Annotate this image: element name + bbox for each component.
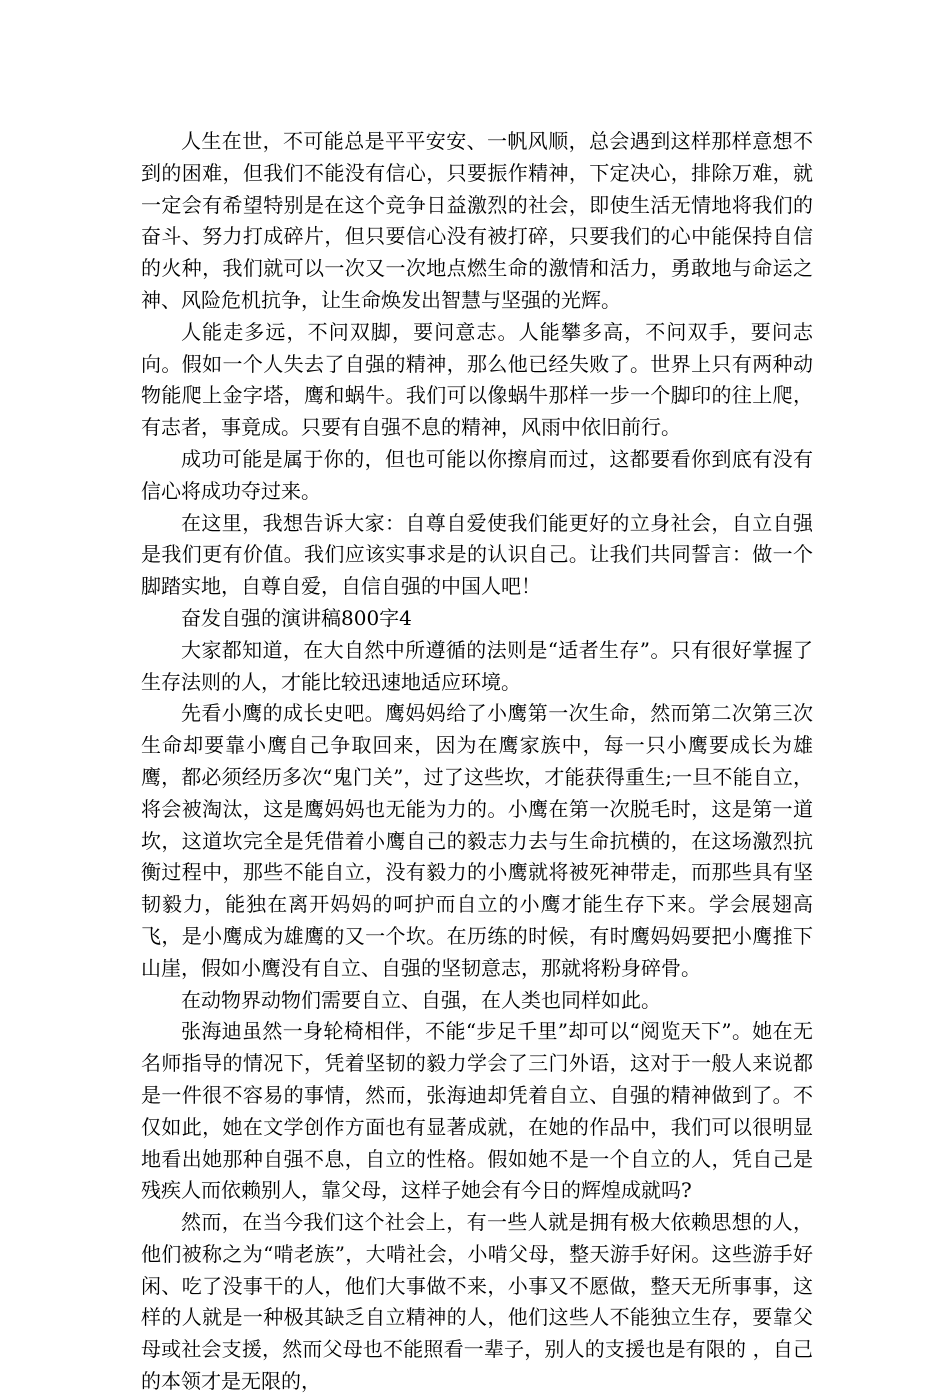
section-heading: 奋发自强的演讲稿800字4 — [181, 605, 412, 630]
paragraph-7: 在动物界动物们需要自立、自强，在人类也同样如此。 — [181, 987, 661, 1012]
paragraph-5: 大家都知道，在大自然中所遵循的法则是“适者生存”。只有很好掌握了生存法则的人，才能比较迅速地适应环境。 — [141, 637, 813, 694]
paragraph-4: 在这里，我想告诉大家：自尊自爱使我们能更好的立身社会，自立自强是我们更有价值。我们应该实事求是的认识自己。让我们共同誓言：做一个脚踏实地，自尊自爱，自信自强的中国人吧！ — [141, 510, 813, 599]
document-body — [141, 126, 813, 1398]
paragraph-9: 然而，在当今我们这个社会上，有一些人就是拥有极大依赖思想的人，他们被称之为“啃老族”，大啃社会，小啃父母，整天游手好闲。这些游手好闲、吃了没事干的人，他们大事做不来，小事又不愿做，整天无所事事，这样的人就是一种极其缺乏自立精神的人，他们这些人不能独立生存，要靠父母或社会支援，然而父母也不能照看一辈子，别人的支援也是有限的 ，自己的本领才是无限的， — [141, 1210, 813, 1394]
paragraph-6: 先看小鹰的成长史吧。鹰妈妈给了小鹰第一次生命，然而第二次第三次生命却要靠小鹰自己争取回来，因为在鹰家族中，每一只小鹰要成长为雄鹰，都必须经历多次“鬼门关”，过了这些坎，才能获得重生;一旦不能自立，将会被淘汰，这是鹰妈妈也无能为力的。小鹰在第一次脱毛时，这是第一道坎，这道坎完全是凭借着小鹰自己的毅志力去与生命抗横的，在这场激烈抗衡过程中，那些不能自立，没有毅力的小鹰就将被死神带走，而那些具有坚韧毅力，能独在离开妈妈的呵护而自立的小鹰才能生存下来。学会展翅高飞，是小鹰成为雄鹰的又一个坎。在历练的时候，有时鹰妈妈要把小鹰推下山崖，假如小鹰没有自立、自强的坚韧意志，那就将粉身碎骨。 — [141, 701, 813, 980]
paragraph-1: 人生在世，不可能总是平平安安、一帆风顺，总会遇到这样那样意想不到的困难，但我们不能没有信心，只要振作精神，下定决心，排除万难，就一定会有希望特别是在这个竞争日益激烈的社会，即使生活无情地将我们的奋斗、努力打成碎片，但只要信心没有被打碎，只要我们的心中能保持自信的火种，我们就可以一次又一次地点燃生命的激情和活力，勇敢地与命运之神、风险危机抗争，让生命焕发出智慧与坚强的光辉。 — [141, 129, 813, 312]
paragraph-8: 张海迪虽然一身轮椅相伴，不能“步足千里”却可以“阅览天下”。她在无名师指导的情况下，凭着坚韧的毅力学会了三门外语，这对于一般人来说都是一件很不容易的事情，然而，张海迪却凭着自立、自强的精神做到了。不仅如此，她在文学创作方面也有显著成就，在她的作品中，我们可以很明显地看出她那种自强不息，自立的性格。假如她不是一个自立的人，凭自己是残疾人而依赖别人，靠父母，这样子她会有今日的辉煌成就吗? — [141, 1019, 813, 1203]
paragraph-3: 成功可能是属于你的，但也可能以你擦肩而过，这都要看你到底有没有信心将成功夺过来。 — [141, 446, 813, 503]
paragraph-2: 人能走多远，不问双脚，要问意志。人能攀多高，不问双手，要问志向。假如一个人失去了自强的精神，那么他已经失败了。世界上只有两种动物能爬上金字塔，鹰和蜗牛。我们可以像蜗牛那样一步一个脚印的往上爬，有志者，事竟成。只要有自强不息的精神，风雨中依旧前行。 — [141, 319, 813, 440]
